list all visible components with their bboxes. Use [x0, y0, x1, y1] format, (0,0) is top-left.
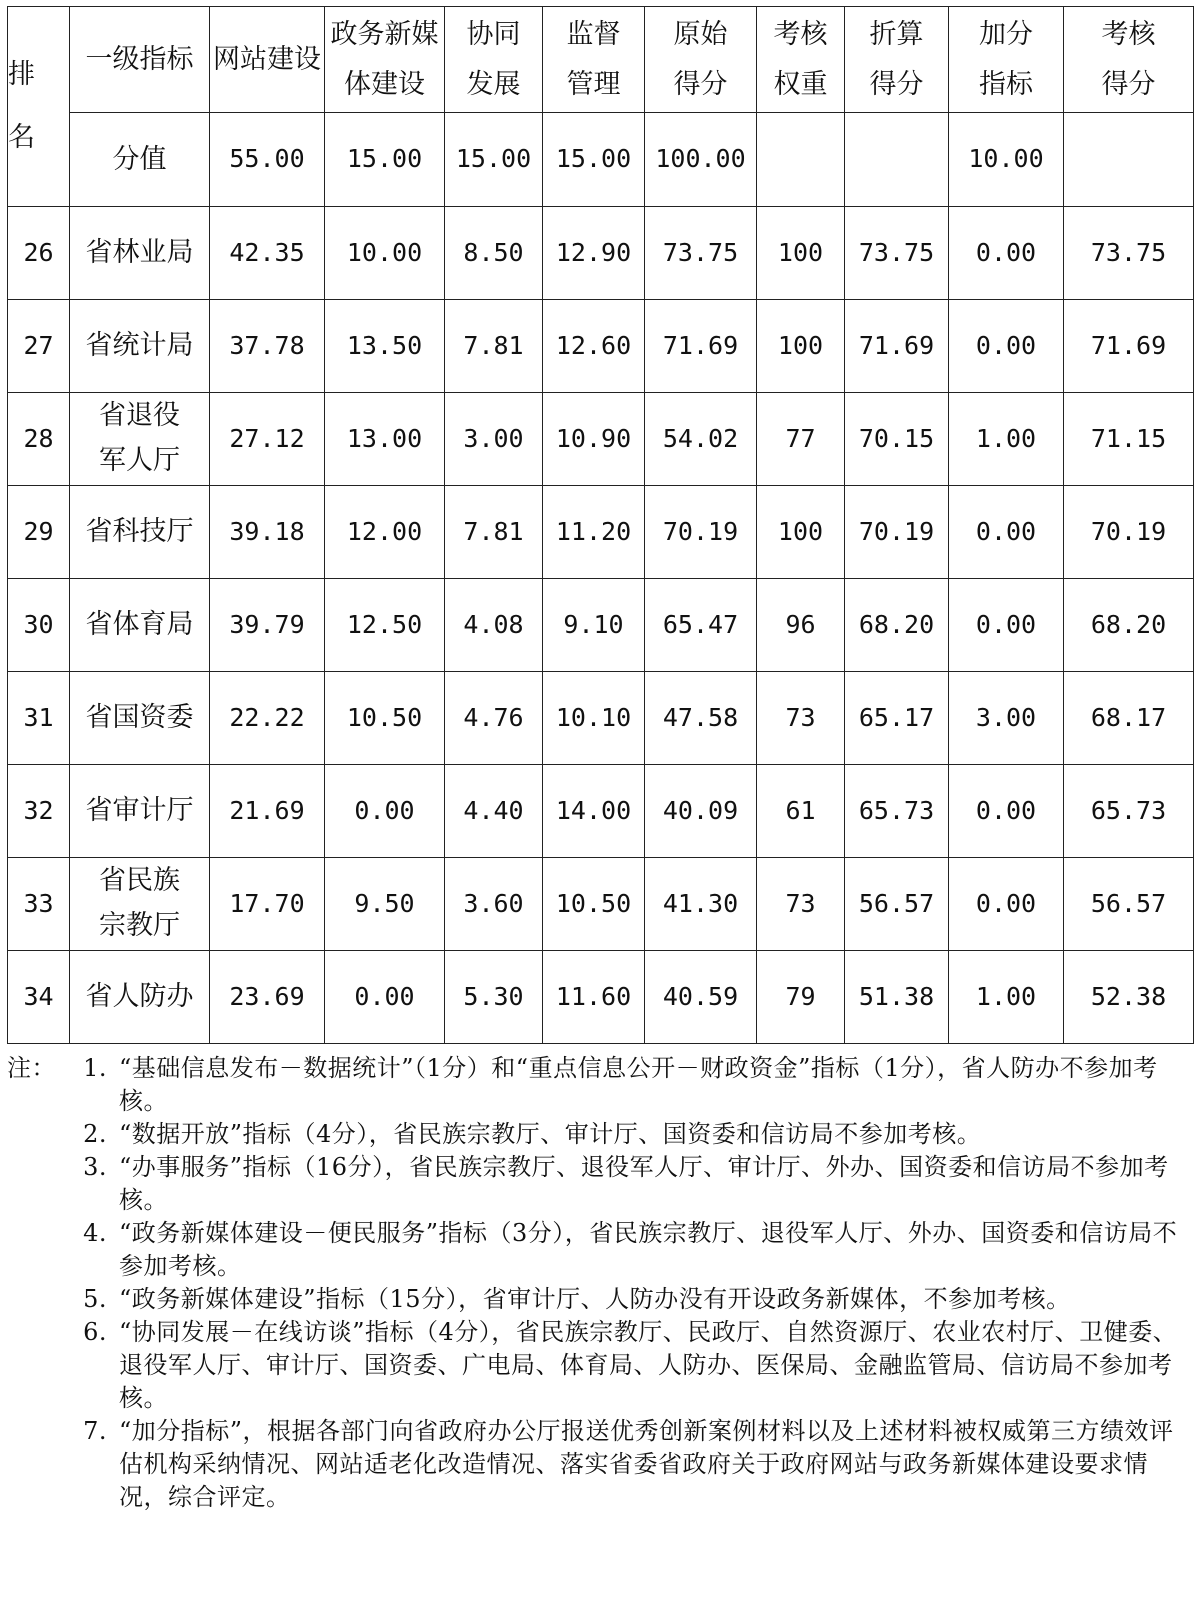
- department-name-cell: [70, 858, 210, 951]
- department-name: 省科技厅: [85, 516, 194, 548]
- rank-cell: 30: [8, 579, 70, 672]
- score-cell: 71.69: [645, 300, 757, 393]
- note-text: “办事服务”指标（16分），省民族宗教厅、退役军人厅、审计厅、外办、国资委和信访局不参加考核。: [119, 1153, 1169, 1214]
- score-cell: 68.20: [845, 579, 949, 672]
- score-cell: 7.81: [445, 486, 543, 579]
- score-cell: 4.08: [445, 579, 543, 672]
- col-header: 加分指标: [949, 7, 1064, 113]
- note-item: [7, 1151, 1193, 1217]
- department-name-cell: [70, 672, 210, 765]
- score-cell: 41.30: [645, 858, 757, 951]
- score-cell: 65.73: [845, 765, 949, 858]
- note-number: [7, 1217, 115, 1250]
- col-header: 原始得分: [645, 7, 757, 113]
- note-num: 6.: [83, 1318, 107, 1346]
- score-cell: 14.00: [543, 765, 645, 858]
- rank-cell: 33: [8, 858, 70, 951]
- table-row: [8, 207, 1194, 300]
- score-cell: 10.50: [325, 672, 445, 765]
- score-cell: 11.20: [543, 486, 645, 579]
- rank-cell: 29: [8, 486, 70, 579]
- score-cell: 96: [757, 579, 845, 672]
- score-cell: 10.10: [543, 672, 645, 765]
- score-cell: 0.00: [949, 207, 1064, 300]
- note-number: [7, 1118, 115, 1151]
- note-item: [7, 1283, 1193, 1316]
- score-cell: 68.20: [1064, 579, 1194, 672]
- score-cell: 0.00: [325, 951, 445, 1044]
- score-cell: 10.50: [543, 858, 645, 951]
- score-cell: 73: [757, 672, 845, 765]
- score-cell: 0.00: [949, 858, 1064, 951]
- note-item: [7, 1052, 1193, 1118]
- rank-cell: 28: [8, 393, 70, 486]
- score-cell: 68.17: [1064, 672, 1194, 765]
- rank-cell: 31: [8, 672, 70, 765]
- department-name-cell: [70, 486, 210, 579]
- col-header: 考核得分: [1064, 7, 1194, 113]
- note-text: “协同发展－在线访谈”指标（4分），省民族宗教厅、民政厅、自然资源厅、农业农村厅、卫健委、退役军人厅、审计厅、国资委、广电局、体育局、人防办、医保局、金融监管局、信访局不参加考核。: [119, 1318, 1178, 1412]
- note-text: “基础信息发布－数据统计”（1分）和“重点信息公开－财政资金”指标（1分），省人防办不参加考核。: [119, 1054, 1158, 1115]
- score-cell: 11.60: [543, 951, 645, 1044]
- col-header: 政务新媒体建设: [325, 7, 445, 113]
- note-number: [7, 1415, 115, 1448]
- note-item: [7, 1217, 1193, 1283]
- score-cell: 100: [757, 300, 845, 393]
- department-name-cell: [70, 765, 210, 858]
- col-header: 网站建设: [210, 7, 325, 113]
- score-cell: 12.90: [543, 207, 645, 300]
- score-cell: 3.60: [445, 858, 543, 951]
- note-text: “加分指标”，根据各部门向省政府办公厅报送优秀创新案例材料以及上述材料被权威第三方绩效评估机构采纳情况、网站适老化改造情况、落实省委省政府关于政府网站与政务新媒体建设要求情况，综合评定。: [119, 1417, 1174, 1511]
- department-name: 省统计局: [85, 330, 194, 362]
- score-cell: 51.38: [845, 951, 949, 1044]
- note-num: 4.: [83, 1219, 107, 1247]
- notes-prefix: 注：: [7, 1054, 56, 1082]
- note-number: [7, 1151, 115, 1184]
- score-cell: 21.69: [210, 765, 325, 858]
- score-cell: 12.60: [543, 300, 645, 393]
- department-name: 省审计厅: [85, 795, 194, 827]
- score-cell: 56.57: [1064, 858, 1194, 951]
- table-row: [8, 858, 1194, 951]
- score-cell: 4.40: [445, 765, 543, 858]
- score-cell: 0.00: [949, 486, 1064, 579]
- department-name: 省国资委: [85, 702, 194, 734]
- col-header: 考核权重: [757, 7, 845, 113]
- score-cell: 12.50: [325, 579, 445, 672]
- department-name: 省林业局: [85, 237, 194, 269]
- score-cell: 10.90: [543, 393, 645, 486]
- score-cell: 47.58: [645, 672, 757, 765]
- score-cell: 27.12: [210, 393, 325, 486]
- score-cell: 5.30: [445, 951, 543, 1044]
- note-num: 2.: [83, 1120, 107, 1148]
- note-text: “政务新媒体建设－便民服务”指标（3分），省民族宗教厅、退役军人厅、外办、国资委和信访局不参加考核。: [119, 1219, 1178, 1280]
- department-name-cell: [70, 951, 210, 1044]
- score-cell: 3.00: [949, 672, 1064, 765]
- score-cell: 0.00: [949, 300, 1064, 393]
- score-cell: 70.15: [845, 393, 949, 486]
- table-row: [8, 300, 1194, 393]
- score-cell: 39.18: [210, 486, 325, 579]
- score-cell: 54.02: [645, 393, 757, 486]
- score-value-cell: [1064, 113, 1194, 207]
- department-name-cell: [70, 579, 210, 672]
- score-cell: 9.50: [325, 858, 445, 951]
- rank-cell: 27: [8, 300, 70, 393]
- department-name-cell: [70, 393, 210, 486]
- table-row: [8, 393, 1194, 486]
- score-cell: 100: [757, 207, 845, 300]
- score-cell: 42.35: [210, 207, 325, 300]
- department-name: 省体育局: [85, 609, 194, 641]
- score-cell: 7.81: [445, 300, 543, 393]
- department-name-cell: [70, 207, 210, 300]
- score-cell: 12.00: [325, 486, 445, 579]
- score-cell: 56.57: [845, 858, 949, 951]
- department-name: 省人防办: [85, 981, 194, 1013]
- score-table: [7, 6, 1194, 1044]
- score-cell: 1.00: [949, 951, 1064, 1044]
- header-row: [8, 7, 1194, 113]
- score-cell: 39.79: [210, 579, 325, 672]
- score-cell: 17.70: [210, 858, 325, 951]
- score-cell: 8.50: [445, 207, 543, 300]
- score-cell: 65.47: [645, 579, 757, 672]
- score-value-cell: 10.00: [949, 113, 1064, 207]
- department-name: 省退役军人厅: [99, 400, 180, 476]
- note-num: 7.: [83, 1417, 107, 1445]
- score-value-cell: [757, 113, 845, 207]
- table-row: [8, 579, 1194, 672]
- score-cell: 100: [757, 486, 845, 579]
- score-cell: 3.00: [445, 393, 543, 486]
- score-cell: 9.10: [543, 579, 645, 672]
- rank-cell: 34: [8, 951, 70, 1044]
- score-cell: 65.17: [845, 672, 949, 765]
- col-header: 协同发展: [445, 7, 543, 113]
- note-item: [7, 1118, 1193, 1151]
- score-cell: 4.76: [445, 672, 543, 765]
- table-row: [8, 486, 1194, 579]
- note-num: 1.: [83, 1054, 107, 1082]
- score-cell: 79: [757, 951, 845, 1044]
- department-name-cell: [70, 300, 210, 393]
- score-cell: 73: [757, 858, 845, 951]
- score-cell: 71.69: [845, 300, 949, 393]
- score-cell: 61: [757, 765, 845, 858]
- score-value-cell: [845, 113, 949, 207]
- col-header: 监督管理: [543, 7, 645, 113]
- note-text: “数据开放”指标（4分），省民族宗教厅、审计厅、国资委和信访局不参加考核。: [119, 1120, 982, 1148]
- score-value-cell: 15.00: [445, 113, 543, 207]
- score-cell: 73.75: [1064, 207, 1194, 300]
- note-num: 3.: [83, 1153, 107, 1181]
- score-cell: 22.22: [210, 672, 325, 765]
- score-cell: 37.78: [210, 300, 325, 393]
- score-value-label: 分值: [70, 113, 210, 207]
- note-number: [7, 1052, 115, 1085]
- score-cell: 13.00: [325, 393, 445, 486]
- rank-cell: 26: [8, 207, 70, 300]
- score-cell: 73.75: [845, 207, 949, 300]
- score-cell: 71.69: [1064, 300, 1194, 393]
- score-cell: 40.59: [645, 951, 757, 1044]
- score-cell: 70.19: [1064, 486, 1194, 579]
- department-name: 省民族宗教厅: [99, 865, 180, 941]
- score-value-cell: 15.00: [325, 113, 445, 207]
- score-cell: 65.73: [1064, 765, 1194, 858]
- score-cell: 10.00: [325, 207, 445, 300]
- note-number: [7, 1283, 115, 1316]
- note-item: [7, 1415, 1193, 1514]
- note-number: [7, 1316, 115, 1349]
- score-value-cell: 55.00: [210, 113, 325, 207]
- score-cell: 77: [757, 393, 845, 486]
- score-cell: 40.09: [645, 765, 757, 858]
- table-row: [8, 672, 1194, 765]
- score-cell: 52.38: [1064, 951, 1194, 1044]
- table-row: [8, 951, 1194, 1044]
- score-cell: 0.00: [325, 765, 445, 858]
- score-cell: 70.19: [645, 486, 757, 579]
- score-value-row: [8, 113, 1194, 207]
- table-row: [8, 765, 1194, 858]
- score-value-cell: 100.00: [645, 113, 757, 207]
- score-cell: 1.00: [949, 393, 1064, 486]
- score-cell: 23.69: [210, 951, 325, 1044]
- score-cell: 71.15: [1064, 393, 1194, 486]
- note-text: “政务新媒体建设”指标（15分），省审计厅、人防办没有开设政务新媒体，不参加考核。: [119, 1285, 1071, 1313]
- score-cell: 13.50: [325, 300, 445, 393]
- score-cell: 73.75: [645, 207, 757, 300]
- score-value-cell: 15.00: [543, 113, 645, 207]
- col-header: 折算得分: [845, 7, 949, 113]
- notes-section: [7, 1052, 1193, 1514]
- score-cell: 70.19: [845, 486, 949, 579]
- note-num: 5.: [83, 1285, 107, 1313]
- rank-header: 排名: [8, 7, 70, 207]
- indicator-header: 一级指标: [70, 7, 210, 113]
- score-cell: 0.00: [949, 765, 1064, 858]
- note-item: [7, 1316, 1193, 1415]
- score-cell: 0.00: [949, 579, 1064, 672]
- rank-cell: 32: [8, 765, 70, 858]
